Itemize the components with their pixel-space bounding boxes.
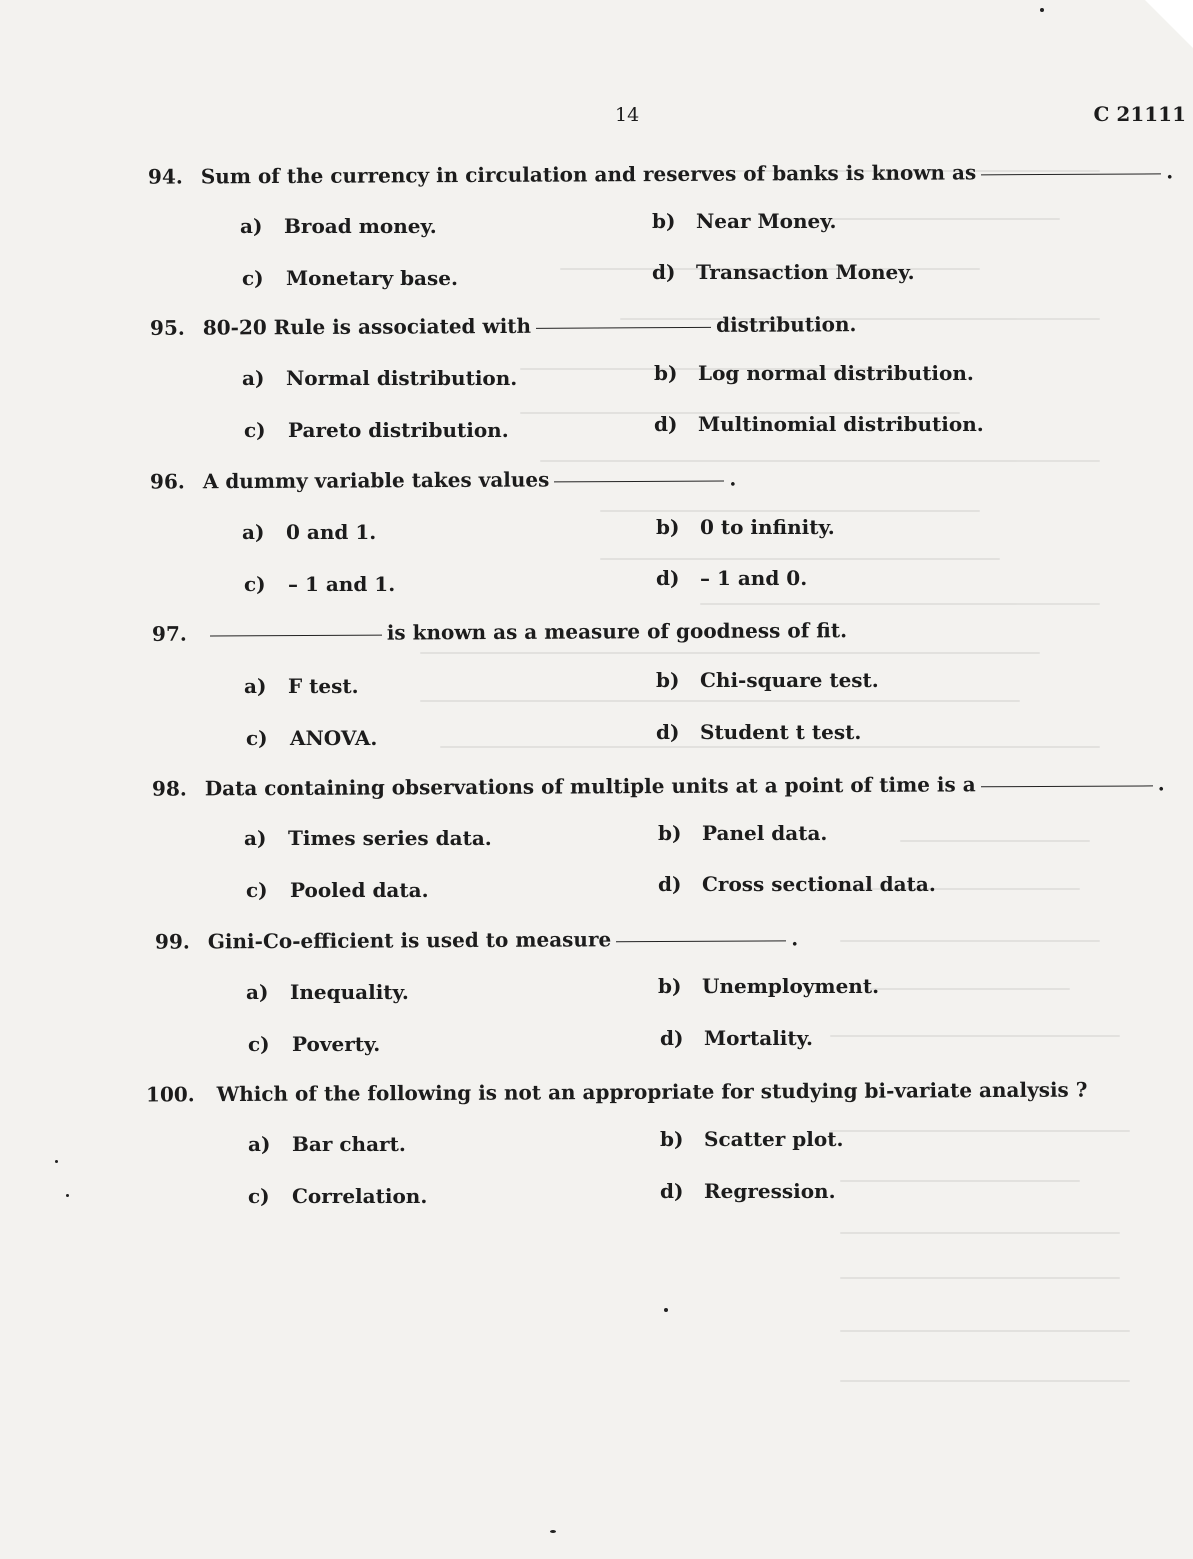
option-text: Monetary base. bbox=[286, 266, 458, 290]
option-letter: c) bbox=[246, 726, 268, 750]
question-number: 94. bbox=[147, 164, 183, 189]
option-text: Regression. bbox=[704, 1179, 836, 1203]
option-text: Log normal distribution. bbox=[698, 361, 974, 385]
question-stem bbox=[146, 1078, 1088, 1107]
scan-speck bbox=[550, 1530, 556, 1533]
option-a bbox=[244, 826, 492, 850]
question-100 bbox=[0, 1077, 1193, 1230]
option-letter: c) bbox=[248, 1184, 270, 1208]
option-text: Unemployment. bbox=[702, 974, 880, 998]
option-letter: a) bbox=[244, 674, 267, 698]
option-text: Cross sectional data. bbox=[702, 872, 936, 896]
question-99 bbox=[0, 928, 1193, 1078]
option-letter: b) bbox=[656, 515, 680, 539]
option-letter: c) bbox=[242, 266, 264, 290]
answer-blank bbox=[554, 479, 724, 482]
scan-speck bbox=[55, 1160, 58, 1163]
answer-blank bbox=[981, 172, 1161, 175]
page-number: 14 bbox=[615, 104, 640, 126]
option-letter: d) bbox=[654, 412, 678, 436]
question-94 bbox=[0, 159, 1193, 312]
question-text: Gini-Co-efficient is used to measure bbox=[207, 927, 612, 954]
option-text: Bar chart. bbox=[292, 1132, 406, 1156]
option-text: Near Money. bbox=[696, 209, 837, 233]
option-text: 0 to infinity. bbox=[700, 515, 835, 539]
question-95 bbox=[0, 314, 1193, 464]
option-text: – 1 and 1. bbox=[288, 572, 396, 596]
paper-code: C 21111 bbox=[1093, 102, 1186, 126]
answer-blank bbox=[616, 939, 786, 942]
option-text: ANOVA. bbox=[290, 726, 378, 750]
option-c bbox=[244, 572, 395, 596]
question-stem bbox=[150, 312, 857, 340]
option-text: Pooled data. bbox=[290, 878, 429, 902]
option-text: Transaction Money. bbox=[696, 260, 915, 284]
option-text: 0 and 1. bbox=[286, 520, 377, 544]
option-letter: b) bbox=[656, 668, 680, 692]
option-c bbox=[246, 878, 429, 902]
option-a bbox=[242, 366, 517, 390]
question-text-end: is known as a measure of goodness of fit. bbox=[386, 618, 848, 645]
question-97 bbox=[0, 620, 1193, 770]
option-a bbox=[240, 214, 437, 238]
option-a bbox=[242, 520, 376, 544]
option-letter: c) bbox=[248, 1032, 270, 1056]
option-c bbox=[248, 1184, 427, 1208]
question-number: 97. bbox=[151, 621, 187, 646]
option-text: F test. bbox=[288, 674, 359, 698]
option-letter: a) bbox=[244, 826, 267, 850]
scan-speck bbox=[664, 1308, 668, 1312]
folded-corner bbox=[1145, 0, 1193, 48]
option-b bbox=[656, 668, 879, 692]
option-d bbox=[656, 566, 807, 590]
option-letter: a) bbox=[242, 366, 265, 390]
option-d bbox=[658, 872, 936, 896]
option-c bbox=[246, 726, 377, 750]
option-text: Panel data. bbox=[702, 821, 828, 845]
option-letter: a) bbox=[242, 520, 265, 544]
option-text: Student t test. bbox=[700, 720, 862, 744]
option-letter: d) bbox=[656, 720, 680, 744]
option-b bbox=[656, 515, 835, 539]
question-text-end: . bbox=[729, 466, 737, 491]
option-letter: d) bbox=[660, 1026, 684, 1050]
option-text: Inequality. bbox=[290, 980, 409, 1004]
answer-blank bbox=[536, 325, 711, 328]
question-96 bbox=[0, 468, 1193, 618]
option-letter: d) bbox=[658, 872, 682, 896]
option-letter: a) bbox=[246, 980, 269, 1004]
option-a bbox=[246, 980, 409, 1004]
option-a bbox=[248, 1132, 406, 1156]
question-number: 95. bbox=[149, 315, 185, 340]
question-number: 99. bbox=[154, 929, 190, 954]
option-a bbox=[244, 674, 359, 698]
option-text: Chi-square test. bbox=[700, 668, 879, 692]
option-d bbox=[656, 720, 861, 744]
option-text: Correlation. bbox=[292, 1184, 428, 1208]
option-letter: b) bbox=[660, 1127, 684, 1151]
option-letter: c) bbox=[246, 878, 268, 902]
option-c bbox=[244, 418, 509, 442]
question-text: 80-20 Rule is associated with bbox=[202, 313, 532, 340]
option-d bbox=[660, 1179, 836, 1203]
question-number: 98. bbox=[151, 776, 187, 801]
question-stem bbox=[152, 618, 847, 646]
scan-speck bbox=[1040, 8, 1044, 12]
option-text: Pareto distribution. bbox=[288, 418, 509, 442]
option-text: Broad money. bbox=[284, 214, 437, 238]
option-b bbox=[658, 821, 827, 845]
option-b bbox=[652, 209, 837, 233]
answer-blank bbox=[210, 633, 382, 636]
question-text-end: . bbox=[1157, 771, 1165, 796]
option-text: Scatter plot. bbox=[704, 1127, 844, 1151]
option-b bbox=[654, 361, 974, 385]
option-text: Poverty. bbox=[292, 1032, 381, 1056]
option-text: Multinomial distribution. bbox=[698, 412, 984, 436]
option-d bbox=[654, 412, 984, 436]
question-stem bbox=[150, 466, 736, 493]
option-letter: a) bbox=[240, 214, 263, 238]
option-letter: c) bbox=[244, 418, 266, 442]
scan-speck bbox=[66, 1194, 69, 1197]
question-stem bbox=[148, 159, 1173, 188]
option-letter: d) bbox=[652, 260, 676, 284]
question-text-end: . bbox=[791, 926, 799, 951]
question-stem bbox=[152, 771, 1165, 800]
question-text: A dummy variable takes values bbox=[202, 467, 550, 494]
option-b bbox=[658, 974, 879, 998]
option-letter: b) bbox=[652, 209, 676, 233]
option-letter: b) bbox=[658, 821, 682, 845]
option-letter: b) bbox=[658, 974, 682, 998]
question-text-end: distribution. bbox=[715, 312, 857, 337]
question-text: Sum of the currency in circulation and reserves of banks is known as bbox=[200, 160, 977, 189]
option-c bbox=[242, 266, 458, 290]
option-text: Times series data. bbox=[288, 826, 492, 850]
question-text: Which of the following is not an appropriate for studying bi-variate analysis ? bbox=[216, 1077, 1088, 1107]
question-98 bbox=[0, 771, 1193, 924]
question-number: 100. bbox=[145, 1082, 195, 1107]
option-letter: d) bbox=[660, 1179, 684, 1203]
option-letter: b) bbox=[654, 361, 678, 385]
option-text: Normal distribution. bbox=[286, 366, 518, 390]
question-text: Data containing observations of multiple units at a point of time is a bbox=[204, 772, 976, 801]
option-letter: c) bbox=[244, 572, 266, 596]
answer-blank bbox=[981, 784, 1153, 787]
option-d bbox=[652, 260, 915, 284]
option-c bbox=[248, 1032, 380, 1056]
option-letter: a) bbox=[248, 1132, 271, 1156]
option-text: Mortality. bbox=[704, 1026, 813, 1050]
option-letter: d) bbox=[656, 566, 680, 590]
option-d bbox=[660, 1026, 813, 1050]
option-text: – 1 and 0. bbox=[700, 566, 808, 590]
question-text-end: . bbox=[1166, 159, 1174, 184]
option-b bbox=[660, 1127, 843, 1151]
question-stem bbox=[155, 926, 798, 953]
question-number: 96. bbox=[149, 469, 185, 494]
